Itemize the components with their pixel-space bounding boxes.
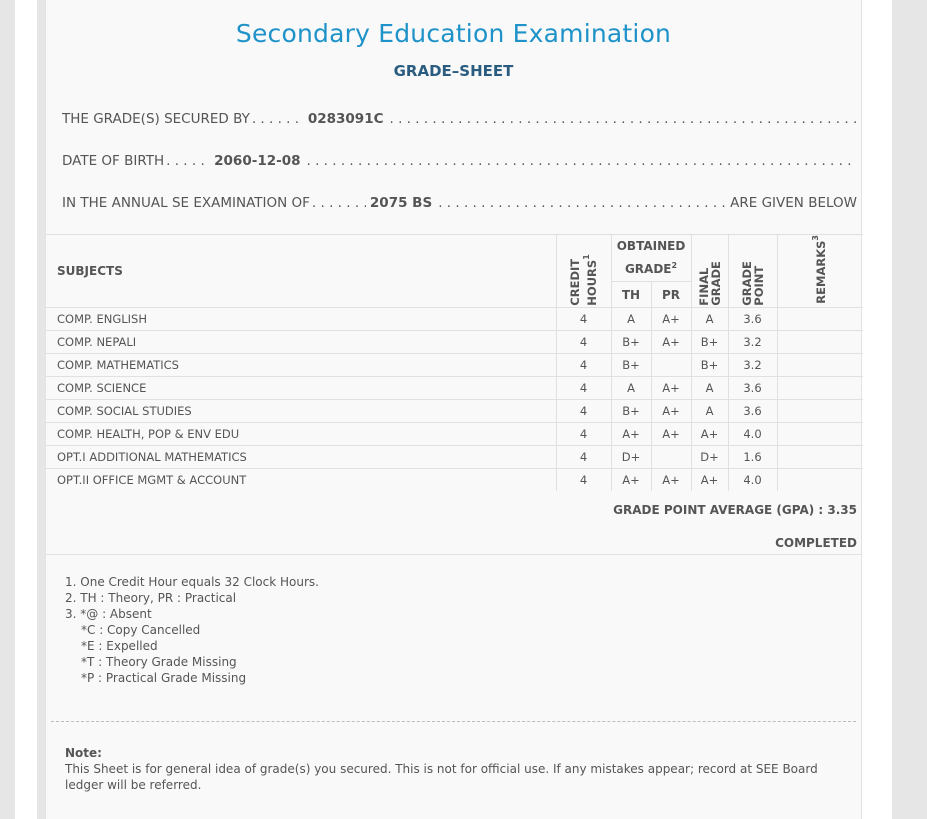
credit-cell: 4: [556, 330, 611, 353]
final-grade-cell: B+: [691, 330, 728, 353]
th-grade-cell: B+: [611, 353, 651, 376]
final-grade-cell: D+: [691, 445, 728, 468]
final-grade-cell: A: [691, 399, 728, 422]
subject-cell: COMP. SCIENCE: [46, 376, 556, 399]
footnote: *T : Theory Grade Missing: [81, 655, 237, 669]
table-row: [46, 376, 863, 399]
pr-grade-cell: A+: [651, 399, 691, 422]
th-header: TH: [611, 282, 651, 307]
final-grade-cell: A: [691, 307, 728, 330]
pr-header: PR: [651, 282, 691, 307]
exam-tail: ARE GIVEN BELOW: [730, 195, 857, 211]
dot-leader: [250, 111, 304, 127]
remarks-cell: [777, 445, 863, 468]
footnote: *C : Copy Cancelled: [81, 623, 201, 637]
obtained-grade-header: OBTAINED GRADE$^2$: [611, 235, 691, 282]
final-grade-header: FINAL GRADE: [691, 235, 728, 308]
subject-cell: OPT.I ADDITIONAL MATHEMATICS: [46, 445, 556, 468]
table-row: [46, 330, 863, 353]
exam-label: IN THE ANNUAL SE EXAMINATION OF: [62, 195, 310, 211]
footnotes: [65, 574, 319, 686]
dob-value: 2060-12-08: [214, 153, 301, 169]
divider: [46, 554, 861, 555]
pr-grade-cell: A+: [651, 330, 691, 353]
page-left-margin: [15, 0, 37, 819]
grade-point-cell: 1.6: [728, 445, 777, 468]
credit-cell: 4: [556, 422, 611, 445]
subject-cell: COMP. MATHEMATICS: [46, 353, 556, 376]
footnote: *E : Expelled: [81, 639, 158, 653]
footnote: *P : Practical Grade Missing: [81, 671, 247, 685]
credit-hours-header: CREDIT HOURS$^1$: [556, 235, 611, 308]
page-subtitle: GRADE–SHEET: [393, 62, 514, 80]
pr-grade-cell: A+: [651, 307, 691, 330]
table-row: [46, 353, 863, 376]
note-heading: Note:: [65, 746, 102, 760]
remarks-cell: [777, 468, 863, 491]
credit-cell: 4: [556, 445, 611, 468]
exam-year: 2075 BS: [369, 195, 433, 211]
secured-by-label: THE GRADE(S) SECURED BY: [62, 111, 250, 127]
remarks-cell: [777, 399, 863, 422]
table-row: [46, 422, 863, 445]
pr-grade-cell: [651, 353, 691, 376]
remarks-cell: [777, 330, 863, 353]
th-grade-cell: B+: [611, 330, 651, 353]
note: [65, 745, 840, 793]
gpa-summary: GRADE POINT AVERAGE (GPA) : 3.35: [613, 503, 857, 517]
grades-table: [46, 234, 863, 491]
footnote: 3. *@ : Absent: [65, 607, 152, 621]
grade-point-cell: 4.0: [728, 422, 777, 445]
dot-leader: [305, 153, 858, 169]
table-row: [46, 307, 863, 330]
remarks-cell: [777, 376, 863, 399]
credit-cell: 4: [556, 353, 611, 376]
remarks-cell: [777, 307, 863, 330]
pr-grade-cell: A+: [651, 376, 691, 399]
dot-leader: [164, 153, 210, 169]
grade-point-cell: 3.2: [728, 330, 777, 353]
grade-point-cell: 3.6: [728, 307, 777, 330]
dashed-divider: [51, 721, 856, 722]
subject-cell: COMP. ENGLISH: [46, 307, 556, 330]
table-row: [46, 445, 863, 468]
remarks-header: REMARKS$^3$: [777, 235, 863, 308]
grade-point-cell: 3.6: [728, 376, 777, 399]
th-grade-cell: A+: [611, 422, 651, 445]
subject-cell: COMP. SOCIAL STUDIES: [46, 399, 556, 422]
table-row: [46, 399, 863, 422]
th-grade-cell: A+: [611, 468, 651, 491]
dob-line: [62, 153, 857, 173]
note-text: This Sheet is for general idea of grade(s) you secured. This is not for official use. If any mistakes appear; record at SEE Board ledger will be referred.: [65, 762, 818, 792]
subject-cell: OPT.II OFFICE MGMT & ACCOUNT: [46, 468, 556, 491]
credit-cell: 4: [556, 376, 611, 399]
th-grade-cell: A: [611, 376, 651, 399]
page-title: Secondary Education Examination: [235, 19, 672, 48]
th-grade-cell: B+: [611, 399, 651, 422]
result-status: COMPLETED: [775, 536, 857, 550]
final-grade-cell: A+: [691, 468, 728, 491]
subject-cell: COMP. HEALTH, POP & ENV EDU: [46, 422, 556, 445]
pr-grade-cell: A+: [651, 422, 691, 445]
th-grade-cell: A: [611, 307, 651, 330]
credit-cell: 4: [556, 468, 611, 491]
exam-line: [62, 195, 857, 215]
table-row: [46, 468, 863, 491]
subjects-header: SUBJECTS: [46, 235, 556, 308]
credit-cell: 4: [556, 307, 611, 330]
grade-point-header: GRADE POINT: [728, 235, 777, 308]
subject-cell: COMP. NEPALI: [46, 330, 556, 353]
symbol-number: 0283091C: [307, 111, 384, 127]
secured-by-line: [62, 111, 857, 131]
final-grade-cell: B+: [691, 353, 728, 376]
grade-point-cell: 4.0: [728, 468, 777, 491]
page-right-margin: [862, 0, 892, 819]
th-grade-cell: D+: [611, 445, 651, 468]
footnote: 2. TH : Theory, PR : Practical: [65, 591, 237, 605]
dot-leader: [436, 195, 730, 211]
dob-label: DATE OF BIRTH: [62, 153, 165, 169]
remarks-cell: [777, 353, 863, 376]
final-grade-cell: A+: [691, 422, 728, 445]
grade-point-cell: 3.2: [728, 353, 777, 376]
final-grade-cell: A: [691, 376, 728, 399]
dot-leader: [310, 195, 366, 211]
grade-point-cell: 3.6: [728, 399, 777, 422]
pr-grade-cell: [651, 445, 691, 468]
footnote: 1. One Credit Hour equals 32 Clock Hours.: [65, 575, 319, 589]
remarks-cell: [777, 422, 863, 445]
dot-leader: [388, 111, 857, 127]
grade-sheet: [45, 0, 862, 819]
pr-grade-cell: A+: [651, 468, 691, 491]
credit-cell: 4: [556, 399, 611, 422]
